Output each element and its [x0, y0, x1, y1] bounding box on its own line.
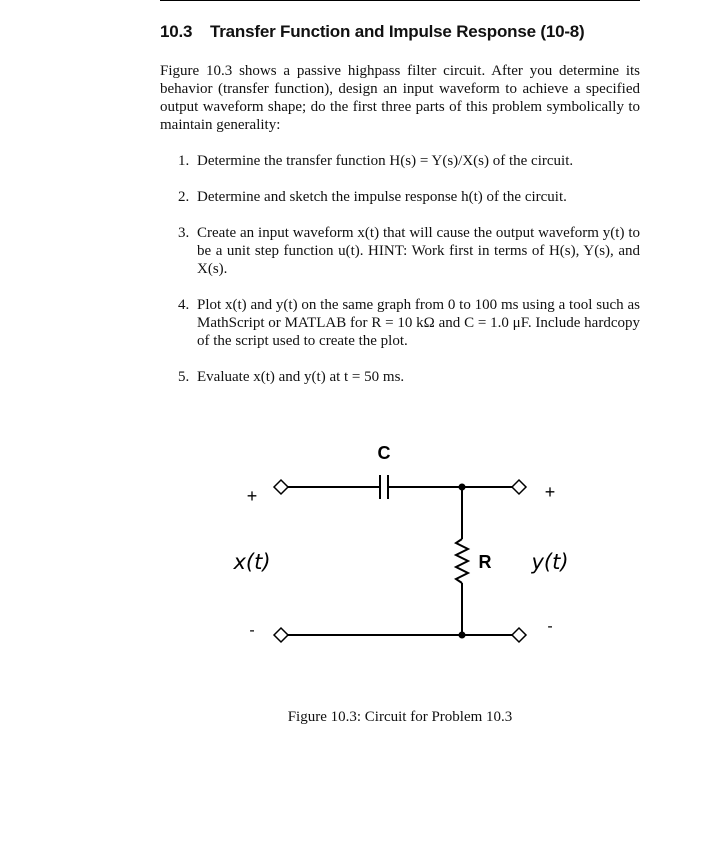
- item-number: 5.: [178, 369, 190, 385]
- section-title: Transfer Function and Impulse Response (10-8): [210, 22, 585, 41]
- item-text: Determine and sketch the impulse response h(t) of the circuit.: [197, 189, 567, 205]
- resistor-zigzag: [456, 539, 468, 583]
- list-item: [160, 188, 640, 206]
- output-plus-sign: +: [544, 482, 556, 502]
- input-label: x(t): [233, 550, 271, 574]
- item-number: 2.: [178, 189, 190, 205]
- top-rule: [160, 0, 640, 1]
- resistor-label: R: [478, 552, 492, 572]
- item-text: Evaluate x(t) and y(t) at t = 50 ms.: [197, 369, 405, 385]
- list-item: [160, 368, 640, 386]
- problem-list: [160, 152, 640, 404]
- list-item: [160, 152, 640, 170]
- capacitor-label: C: [377, 443, 391, 463]
- circuit-figure: [220, 435, 580, 655]
- list-item: [160, 296, 640, 350]
- terminal-input-top: [274, 480, 288, 494]
- section-number: 10.3: [160, 22, 193, 41]
- intro-paragraph: Figure 10.3 shows a passive highpass filter circuit. After you determine its behavior (transfer function), design an input waveform to achieve a specified output waveform shape; do the first three parts of this problem symbolically to maintain generality:: [160, 63, 640, 133]
- item-text: Create an input waveform x(t) that will cause the output waveform y(t) to be a unit step function u(t). HINT: Work first in terms of H(s), Y(s), and X(s).: [197, 225, 640, 277]
- item-number: 3.: [178, 225, 190, 241]
- figure-caption: Figure 10.3: Circuit for Problem 10.3: [287, 709, 513, 725]
- output-minus-sign: -: [547, 618, 553, 635]
- item-number: 4.: [178, 297, 190, 313]
- item-text: Plot x(t) and y(t) on the same graph from 0 to 100 ms using a tool such as MathScript or MATLAB for R = 10 kΩ and C = 1.0 μF. Include hardcopy of the script used to create the plot.: [197, 297, 640, 349]
- terminal-output-top: [512, 480, 526, 494]
- circuit-diagram: [220, 435, 580, 655]
- junction-dot-bottom: [459, 632, 466, 639]
- junction-dot-top: [459, 484, 466, 491]
- item-number: 1.: [178, 153, 190, 169]
- output-label: y(t): [531, 550, 569, 574]
- input-plus-sign: +: [246, 486, 258, 506]
- terminal-input-bottom: [274, 628, 288, 642]
- input-minus-sign: -: [249, 622, 255, 639]
- terminal-output-bottom: [512, 628, 526, 642]
- section-heading: [160, 22, 640, 42]
- item-text: Determine the transfer function H(s) = Y(s)/X(s) of the circuit.: [197, 153, 574, 169]
- list-item: [160, 224, 640, 278]
